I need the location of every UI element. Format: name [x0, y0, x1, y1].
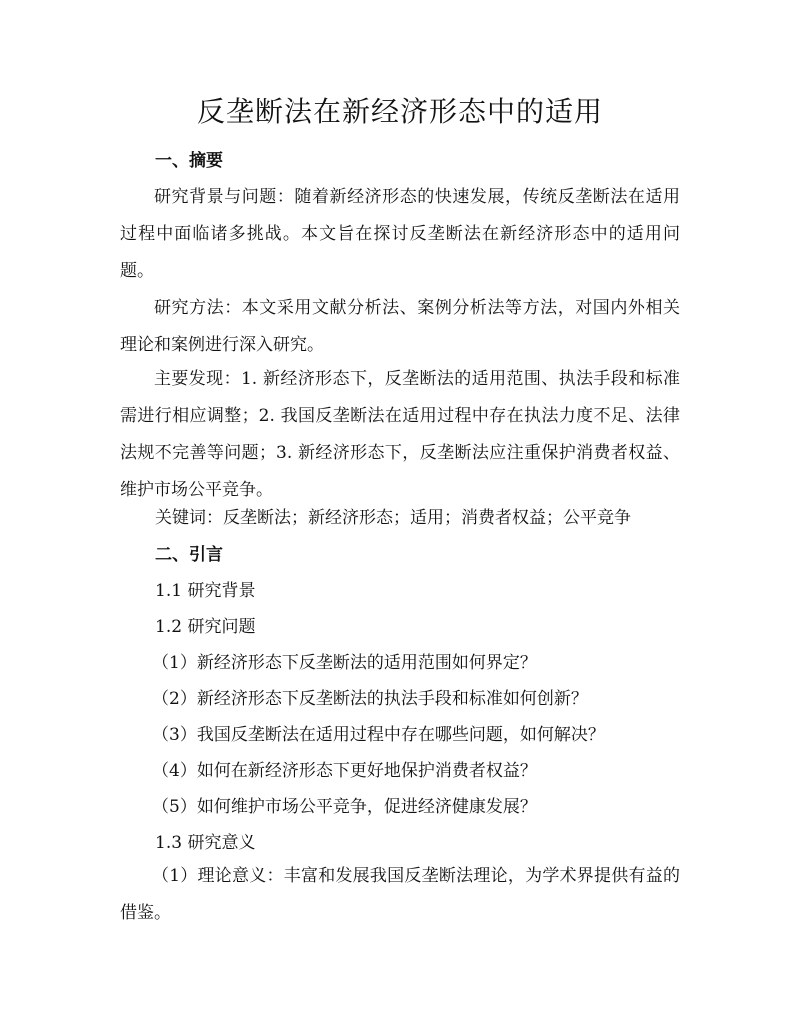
- subsection-significance: 1.3 研究意义: [155, 833, 256, 853]
- document-title: 反垄断法在新经济形态中的适用: [196, 95, 603, 128]
- subsection-background: 1.1 研究背景: [155, 581, 256, 601]
- paragraph-background: 研究背景与问题：随着新经济形态的快速发展，传统反垄断法在适用过程中面临诸多挑战。本文旨在探讨反垄断法在新经济形态中的适用问题。: [120, 187, 680, 281]
- question-item-4: （4）如何在新经济形态下更好地保护消费者权益？: [152, 761, 537, 781]
- question-item-3: （3）我国反垄断法在适用过程中存在哪些问题，如何解决？: [152, 725, 605, 745]
- significance-paragraph: （1）理论意义：丰富和发展我国反垄断法理论，为学术界提供有益的借鉴。: [120, 866, 680, 923]
- question-item-1: （1）新经济形态下反垄断法的适用范围如何界定？: [152, 653, 537, 673]
- keywords-line: 关键词：反垄断法；新经济形态；适用；消费者权益；公平竞争: [155, 508, 631, 528]
- question-item-2: （2）新经济形态下反垄断法的执法手段和标准如何创新？: [152, 689, 588, 709]
- paragraph-method: 研究方法：本文采用文献分析法、案例分析法等方法，对国内外相关理论和案例进行深入研究。: [120, 298, 680, 355]
- subsection-questions: 1.2 研究问题: [155, 617, 256, 637]
- section-heading-introduction: 二、引言: [155, 545, 223, 565]
- paragraph-findings: 主要发现：1. 新经济形态下，反垄断法的适用范围、执法手段和标准需进行相应调整；2. 我国反垄断法在适用过程中存在执法力度不足、法律法规不完善等问题；3. 新经济形态下，反垄断法应注重保护消费者权益、维护市场公平竞争。: [120, 369, 680, 500]
- section-heading-abstract: 一、摘要: [155, 151, 223, 171]
- question-item-5: （5）如何维护市场公平竞争，促进经济健康发展？: [152, 797, 537, 817]
